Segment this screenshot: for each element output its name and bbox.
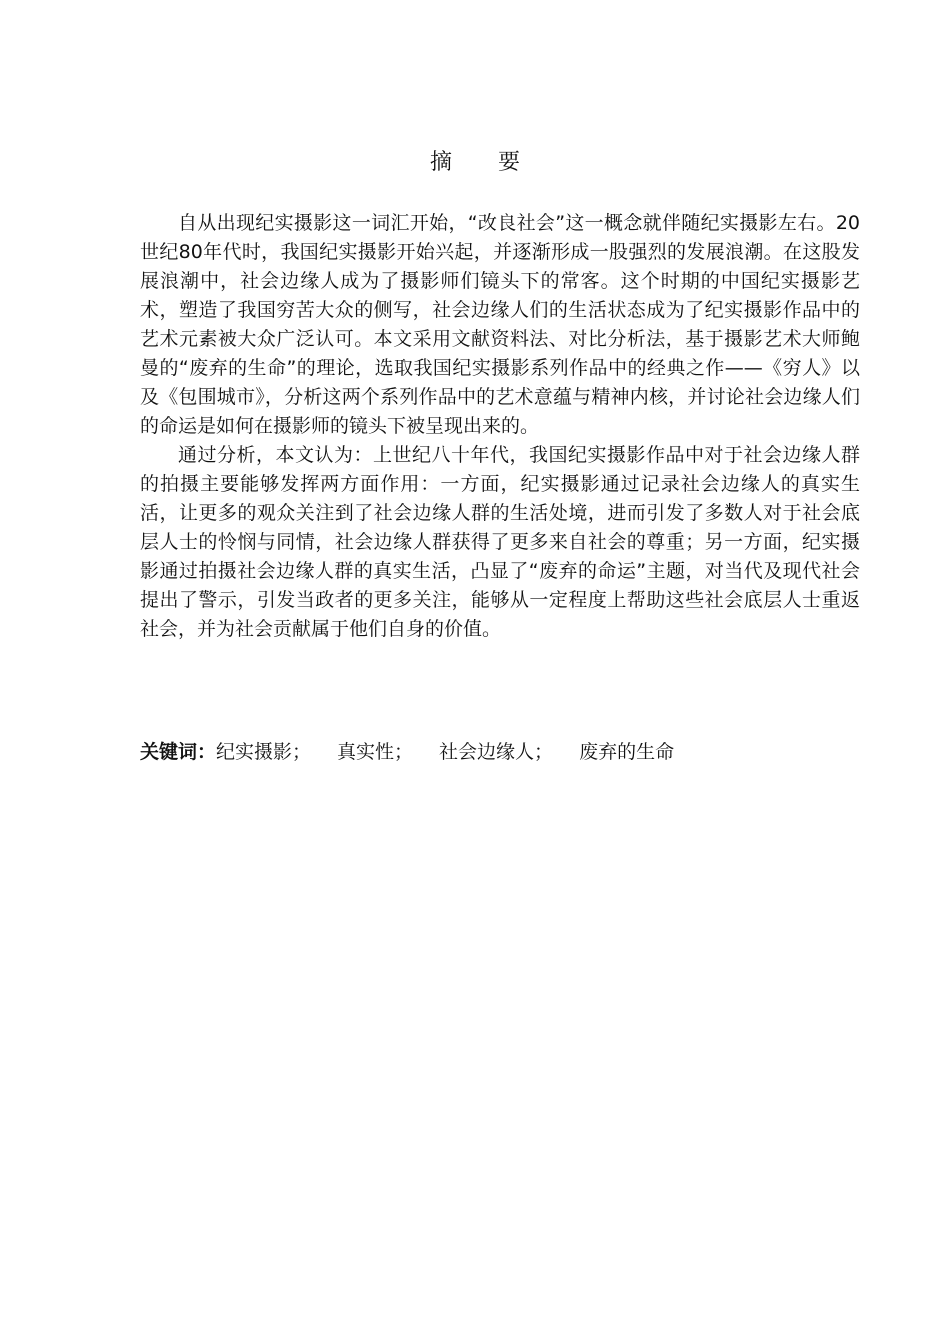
title-char-1: 摘 bbox=[429, 150, 452, 175]
keyword-1: 纪实摄影； bbox=[216, 741, 312, 763]
keywords-line bbox=[140, 737, 860, 767]
keyword-4: 废弃的生命 bbox=[579, 741, 675, 763]
title-char-2: 要 bbox=[498, 150, 521, 175]
abstract-paragraph-2: 通过分析，本文认为：上世纪八十年代，我国纪实摄影作品中对于社会边缘人群的拍摄主要能够发挥两方面作用：一方面，纪实摄影通过记录社会边缘人的真实生活，让更多的观众关注到了社会边缘人群的生活处境，进而引发了多数人对于社会底层人士的怜悯与同情，社会边缘人群获得了更多来自社会的尊重；另一方面，纪实摄影通过拍摄社会边缘人群的真实生活，凸显了“废弃的命运”主题，对当代及现代社会提出了警示，引发当政者的更多关注，能够从一定程度上帮助这些社会底层人士重返社会，并为社会贡献属于他们自身的价值。 bbox=[140, 444, 860, 640]
keyword-3: 社会边缘人； bbox=[439, 741, 554, 763]
abstract-paragraph-1: 自从出现纪实摄影这一词汇开始，“改良社会”这一概念就伴随纪实摄影左右。20世纪80年代时，我国纪实摄影开始兴起，并逐渐形成一股强烈的发展浪潮。在这股发展浪潮中，社会边缘人成为了摄影师们镜头下的常客。这个时期的中国纪实摄影艺术，塑造了我国穷苦大众的侧写，社会边缘人们的生活状态成为了纪实摄影作品中的艺术元素被大众广泛认可。本文采用文献资料法、对比分析法，基于摄影艺术大师鲍曼的“废弃的生命”的理论，选取我国纪实摄影系列作品中的经典之作——《穷人》以及《包围城市》，分析这两个系列作品中的艺术意蕴与精神内核，并讨论社会边缘人们的命运是如何在摄影师的镜头下被呈现出来的。 bbox=[140, 212, 860, 437]
keyword-2: 真实性； bbox=[337, 741, 414, 763]
page-title bbox=[0, 146, 950, 180]
keywords-label: 关键词： bbox=[140, 741, 217, 763]
abstract-body bbox=[140, 209, 860, 644]
